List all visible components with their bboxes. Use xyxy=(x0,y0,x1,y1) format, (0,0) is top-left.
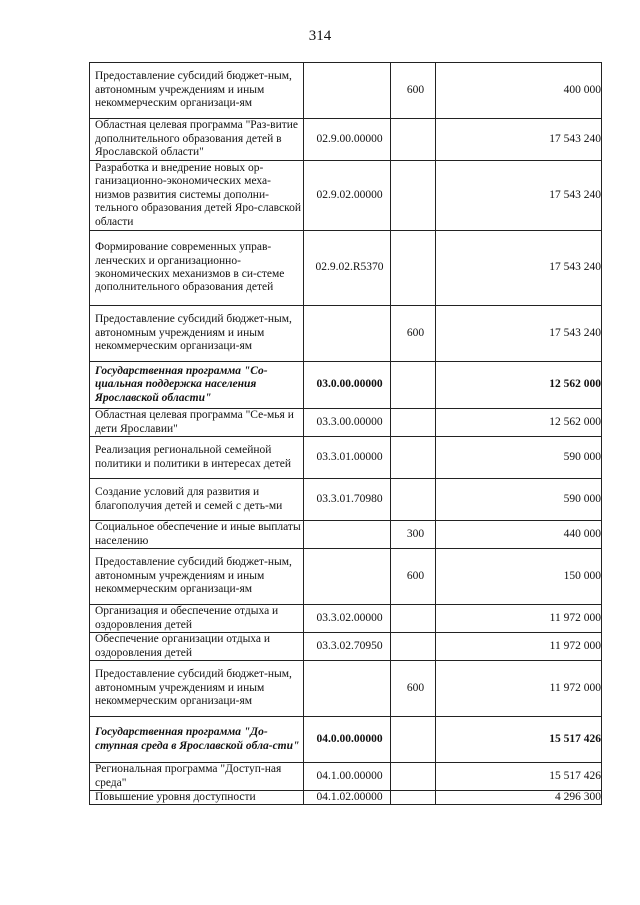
code-cell xyxy=(304,63,391,119)
code-cell xyxy=(304,661,391,717)
amount-cell: 17 543 240 xyxy=(436,161,602,231)
expense-type-cell: 600 xyxy=(391,549,436,605)
code-cell: 03.3.00.00000 xyxy=(304,409,391,437)
amount-cell: 11 972 000 xyxy=(436,661,602,717)
code-cell: 02.9.00.00000 xyxy=(304,119,391,161)
expense-type-cell: 600 xyxy=(391,63,436,119)
amount-cell: 12 562 000 xyxy=(436,362,602,409)
name-cell: Повышение уровня доступности xyxy=(90,791,304,805)
amount-cell: 17 543 240 xyxy=(436,231,602,306)
expense-type-cell xyxy=(391,161,436,231)
expense-type-cell xyxy=(391,437,436,479)
expense-type-cell xyxy=(391,763,436,791)
expense-type-cell: 300 xyxy=(391,521,436,549)
code-cell: 04.1.02.00000 xyxy=(304,791,391,805)
name-cell: Государственная программа "До-ступная среда в Ярославской обла-сти" xyxy=(90,717,304,763)
amount-cell: 15 517 426 xyxy=(436,763,602,791)
table-row xyxy=(90,791,602,805)
table-row xyxy=(90,119,602,161)
name-cell: Региональная программа "Доступ-ная среда" xyxy=(90,763,304,791)
code-cell: 02.9.02.R5370 xyxy=(304,231,391,306)
expense-type-cell xyxy=(391,791,436,805)
table-row xyxy=(90,437,602,479)
page-number: 314 xyxy=(308,28,332,44)
name-cell: Предоставление субсидий бюджет-ным, автономным учреждениям и иным некоммерческим организаци-ям xyxy=(90,549,304,605)
table-row xyxy=(90,605,602,633)
table-row xyxy=(90,633,602,661)
name-cell: Предоставление субсидий бюджет-ным, автономным учреждениям и иным некоммерческим организаци-ям xyxy=(90,63,304,119)
name-cell: Государственная программа "Со-циальная поддержка населения Ярославской области" xyxy=(90,362,304,409)
amount-cell: 17 543 240 xyxy=(436,119,602,161)
table-row xyxy=(90,306,602,362)
amount-cell: 590 000 xyxy=(436,437,602,479)
table-row xyxy=(90,161,602,231)
code-cell: 04.0.00.00000 xyxy=(304,717,391,763)
code-cell: 03.0.00.00000 xyxy=(304,362,391,409)
expense-type-cell: 600 xyxy=(391,661,436,717)
table-row xyxy=(90,661,602,717)
expense-type-cell xyxy=(391,605,436,633)
code-cell: 02.9.02.00000 xyxy=(304,161,391,231)
expense-type-cell xyxy=(391,119,436,161)
expense-type-cell xyxy=(391,362,436,409)
amount-cell: 11 972 000 xyxy=(436,605,602,633)
table-row xyxy=(90,409,602,437)
name-cell: Обеспечение организации отдыха и оздоровления детей xyxy=(90,633,304,661)
expense-type-cell xyxy=(391,231,436,306)
name-cell: Реализация региональной семейной политики и политики в интересах детей xyxy=(90,437,304,479)
table-row xyxy=(90,231,602,306)
name-cell: Формирование современных управ-ленческих и организационно-экономических механизмов в си-стеме дополнительного образования детей xyxy=(90,231,304,306)
amount-cell: 590 000 xyxy=(436,479,602,521)
amount-cell: 150 000 xyxy=(436,549,602,605)
table-row xyxy=(90,521,602,549)
amount-cell: 4 296 300 xyxy=(436,791,602,805)
amount-cell: 15 517 426 xyxy=(436,717,602,763)
table-row xyxy=(90,63,602,119)
expense-type-cell xyxy=(391,633,436,661)
code-cell xyxy=(304,549,391,605)
name-cell: Предоставление субсидий бюджет-ным, автономным учреждениям и иным некоммерческим организаци-ям xyxy=(90,306,304,362)
table-row xyxy=(90,763,602,791)
code-cell: 03.3.02.00000 xyxy=(304,605,391,633)
expense-type-cell xyxy=(391,717,436,763)
name-cell: Предоставление субсидий бюджет-ным, автономным учреждениям и иным некоммерческим организаци-ям xyxy=(90,661,304,717)
expense-type-cell xyxy=(391,409,436,437)
code-cell xyxy=(304,306,391,362)
name-cell: Областная целевая программа "Раз-витие дополнительного образования детей в Ярославской области" xyxy=(90,119,304,161)
amount-cell: 440 000 xyxy=(436,521,602,549)
table-row xyxy=(90,549,602,605)
program-row xyxy=(90,717,602,763)
amount-cell: 17 543 240 xyxy=(436,306,602,362)
program-row xyxy=(90,362,602,409)
name-cell: Областная целевая программа "Се-мья и дети Ярославии" xyxy=(90,409,304,437)
code-cell: 03.3.01.00000 xyxy=(304,437,391,479)
table-row xyxy=(90,479,602,521)
name-cell: Создание условий для развития и благополучия детей и семей с деть-ми xyxy=(90,479,304,521)
amount-cell: 12 562 000 xyxy=(436,409,602,437)
code-cell: 04.1.00.00000 xyxy=(304,763,391,791)
code-cell: 03.3.02.70950 xyxy=(304,633,391,661)
amount-cell: 11 972 000 xyxy=(436,633,602,661)
name-cell: Разработка и внедрение новых ор-ганизационно-экономических меха-низмов развития системы дополни-тельного образования детей Яро-славской области xyxy=(90,161,304,231)
name-cell: Организация и обеспечение отдыха и оздоровления детей xyxy=(90,605,304,633)
expense-type-cell xyxy=(391,479,436,521)
code-cell xyxy=(304,521,391,549)
code-cell: 03.3.01.70980 xyxy=(304,479,391,521)
name-cell: Социальное обеспечение и иные выплаты населению xyxy=(90,521,304,549)
expense-type-cell: 600 xyxy=(391,306,436,362)
budget-table xyxy=(89,62,602,805)
amount-cell: 400 000 xyxy=(436,63,602,119)
budget-table-body xyxy=(90,63,602,805)
